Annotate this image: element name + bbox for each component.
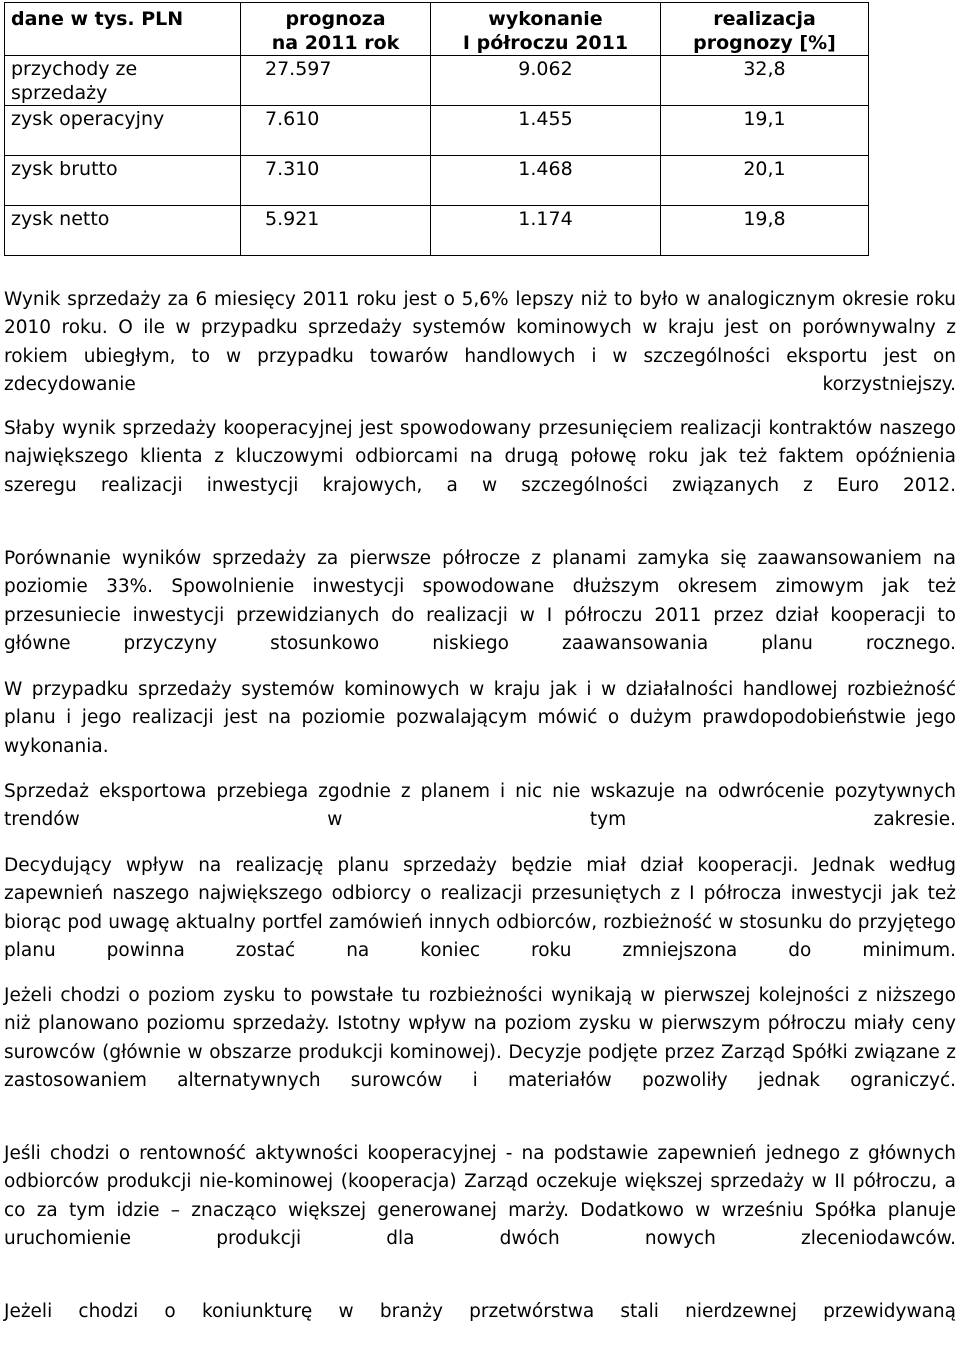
row-actual: 9.062 xyxy=(431,56,661,106)
financial-table xyxy=(4,2,869,256)
table-header-row xyxy=(5,3,869,56)
row-label: zysk netto xyxy=(5,206,241,256)
row-forecast: 7.310 xyxy=(241,156,431,206)
table-row xyxy=(5,106,869,156)
row-actual: 1.174 xyxy=(431,206,661,256)
table-row xyxy=(5,56,869,106)
row-label: zysk operacyjny xyxy=(5,106,241,156)
paragraph-cooperative-sales: Słaby wynik sprzedaży kooperacyjnej jest spowodowany przesunięciem realizacji kontraktów naszego największego klienta z kluczowymi odbiorcami na drugą połowę roku jak też faktem opóźnienia szeregu realizacji inwestycji krajowych, a w szczególności związanych z Euro 2012. xyxy=(4,418,956,496)
table-row xyxy=(5,156,869,206)
header-actual: wykonanie I półroczu 2011 xyxy=(431,3,661,56)
paragraph-export: Sprzedaż eksportowa przebiega zgodnie z planem i nic nie wskazuje na odwrócenie pozytywnych trendów w tym zakresie. xyxy=(4,781,956,831)
row-realization: 32,8 xyxy=(661,56,869,106)
paragraph-chimney-systems: W przypadku sprzedaży systemów kominowych w kraju jak i w działalności handlowej rozbieżność planu i jego realizacji jest na poziomie pozwalającym mówić o dużym prawdopodobieństwie jego wykonania. xyxy=(4,679,956,757)
row-label: zysk brutto xyxy=(5,156,241,206)
row-realization: 19,1 xyxy=(661,106,869,156)
table-row xyxy=(5,206,869,256)
header-realization: realizacja prognozy [%] xyxy=(661,3,869,56)
row-realization: 20,1 xyxy=(661,156,869,206)
row-actual: 1.468 xyxy=(431,156,661,206)
row-label: przychody ze sprzedaży xyxy=(5,56,241,106)
row-forecast: 7.610 xyxy=(241,106,431,156)
paragraph-profitability: Jeśli chodzi o rentowność aktywności kooperacyjnej - na podstawie zapewnień jednego z głównych odbiorców produkcji nie-kominowej (kooperacja) Zarząd oczekuje większej sprzedaży w II półroczu, a co za tym idzie – znacząco większej generowanej marży. Dodatkowo w wrześniu Spółka planuje uruchomienie produkcji dla dwóch nowych zleceniodawców. xyxy=(4,1143,956,1249)
paragraph-sales-result: Wynik sprzedaży za 6 miesięcy 2011 roku jest o 5,6% lepszy niż to było w analogicznym okresie roku 2010 roku. O ile w przypadku sprzedaży systemów kominowych w kraju jest on porównywalny z rokiem ubiegłym, to w przypadku towarów handlowych i w szczególności eksportu jest on zdecydowanie korzystniejszy. xyxy=(4,289,956,395)
row-actual: 1.455 xyxy=(431,106,661,156)
header-label: dane w tys. PLN xyxy=(5,3,241,56)
row-forecast: 27.597 xyxy=(241,56,431,106)
paragraph-plan-comparison: Porównanie wyników sprzedaży za pierwsze półrocze z planami zamyka się zaawansowaniem na poziomie 33%. Spowolnienie inwestycji spowodowane dłuższym okresem zimowym jak też przesuniecie inwestycji przewidzianych do realizacji w I półroczu 2011 przez dział kooperacji to główne przyczyny stosunkowo niskiego zaawansowania planu rocznego. xyxy=(4,548,956,654)
header-forecast: prognoza na 2011 rok xyxy=(241,3,431,56)
paragraph-steel-industry: Jeżeli chodzi o koniunkturę w branży przetwórstwa stali nierdzewnej przewidywaną xyxy=(4,1301,956,1322)
row-forecast: 5.921 xyxy=(241,206,431,256)
paragraph-profit-level: Jeżeli chodzi o poziom zysku to powstałe tu rozbieżności wynikają w pierwszej kolejności z niższego niż planowano poziomu sprzedaży. Istotny wpływ na poziom zysku w pierwszym półroczu miały ceny surowców (głównie w obszarze produkcji kominowej). Decyzje podjęte przez Zarząd Spółki związane z zastosowaniem alternatywnych surowców i materiałów pozwoliły jednak ograniczyć. xyxy=(4,985,956,1091)
row-realization: 19,8 xyxy=(661,206,869,256)
paragraph-cooperation-impact: Decydujący wpływ na realizację planu sprzedaży będzie miał dział kooperacji. Jednak według zapewnień naszego największego odbiorcy o realizacji przesuniętych z I półrocza inwestycji jak też biorąc pod uwagę aktualny portfel zamówień innych odbiorców, rozbieżność w stosunku do przyjętego planu powinna zostać na koniec roku zmniejszona do minimum. xyxy=(4,855,956,961)
